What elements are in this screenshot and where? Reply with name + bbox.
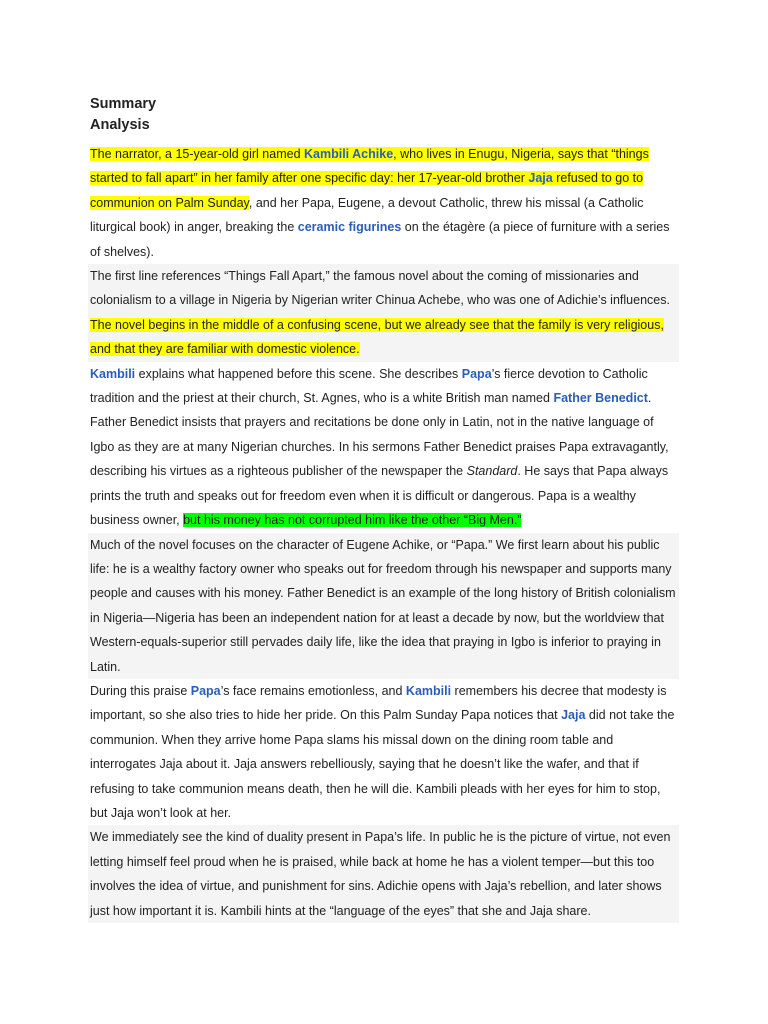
character-term-jaja: Jaja [528,171,553,186]
character-term-jaja: Jaja [561,708,586,723]
heading-analysis: Analysis [90,117,150,133]
text-span: did not take the communion. When they arrive home Papa slams his missal down on the dining room table and interrogates Jaja about it. Jaja answers rebelliously, saying that he doesn’t like the wafer, and that if refusing to take communion means death, then he will die. Kambili pleads with her eyes for him to stop, but Jaja won’t look at her. [90,708,675,820]
character-term-papa: Papa [190,683,221,698]
symbol-term-ceramic-figurines: ceramic figurines [297,220,402,235]
character-term-kambili-achike: Kambili Achike [304,147,394,161]
text-span: , and her Papa, Eugene, a devout Catholic, threw his missal (a Catholic liturgical book) in anger, breaking the [90,195,644,235]
italic-title-standard: Standard [466,464,518,479]
text-span: on the étagère (a piece of furniture with a series of shelves). [90,220,670,259]
analysis-paragraph-1 [88,264,679,362]
summary-analysis-section [88,90,679,923]
text-span: remembers his decree that modesty is important, so she also tries to hide her pride. On this Palm Sunday Papa notices that [90,683,667,723]
text-span: . He says that Papa always prints the truth and speaks out for freedom even when it is difficult or dangerous. Papa is a wealthy business owner, [90,464,669,528]
analysis-paragraph-3 [88,825,679,923]
text-span: Much of the novel focuses on the character of Eugene Achike, or “Papa.” We first learn about his public life: he is a wealthy factory owner who speaks out for freedom through his newspaper and supports many people and causes with his money. Father Benedict is an example of the long history of British colonialism in Nigeria—Nigeria has been an independent nation for at least a decade by now, but the worldview that Western-equals-superior still pervades daily life, like the idea that praying in Igbo is inferior to praying in Latin. [90,537,676,674]
text-span: ’s fierce devotion to Catholic tradition and the priest at their church, St. Agnes, who is a white British man named [90,366,648,406]
text-span: explains what happened before this scene. She describes [135,366,462,381]
section-heading [88,90,679,136]
text-span: . Father Benedict insists that prayers and recitations be done only in Latin, not in the native language of Igbo as they are at many Nigerian churches. In his sermons Father Benedict praises Papa extravagantly, describing his virtues as a righteous publisher of the newspaper the [90,391,669,479]
summary-paragraph-3 [88,679,679,825]
highlight-green: but his money has not corrupted him like the other “Big Men.” [183,513,522,528]
text-span: , who lives in Enugu, Nigeria, says that “things started to fall apart” in her family after one specific day: her 17-year-old brother [90,147,649,186]
text-span: We immediately see the kind of duality present in Papa’s life. In public he is the picture of virtue, not even letting himself feel proud when he is praised, while back at home he has a violent temper—but this too involves the idea of virtue, and punishment for sins. Adichie opens with Jaja’s rebellion, and later shows just how important it is. Kambili hints at the “language of the eyes” that she and Jaja share. [90,830,671,918]
character-term-kambili: Kambili [405,683,452,698]
summary-paragraph-2 [88,362,679,533]
text-span: During this praise [90,683,191,698]
character-term-papa: Papa [461,366,492,381]
text-span: The first line references “Things Fall Apart,” the famous novel about the coming of missionaries and colonialism to a village in Nigeria by Nigerian writer Chinua Achebe, who was one of Adichie’s influences. [90,269,670,308]
highlight-yellow: The novel begins in the middle of a confusing scene, but we already see that the family is very religious, and that they are familiar with domestic violence. [90,317,664,357]
text-span: The narrator, a 15-year-old girl named [90,147,304,161]
heading-summary: Summary [90,96,157,112]
text-span: ’s face remains emotionless, and [220,683,406,698]
analysis-paragraph-2 [88,533,679,679]
text-span: refused to go to communion on Palm Sunday [90,171,644,210]
character-term-kambili: Kambili [90,366,136,381]
character-term-father-benedict: Father Benedict [553,391,648,406]
summary-paragraph-1 [88,142,679,264]
